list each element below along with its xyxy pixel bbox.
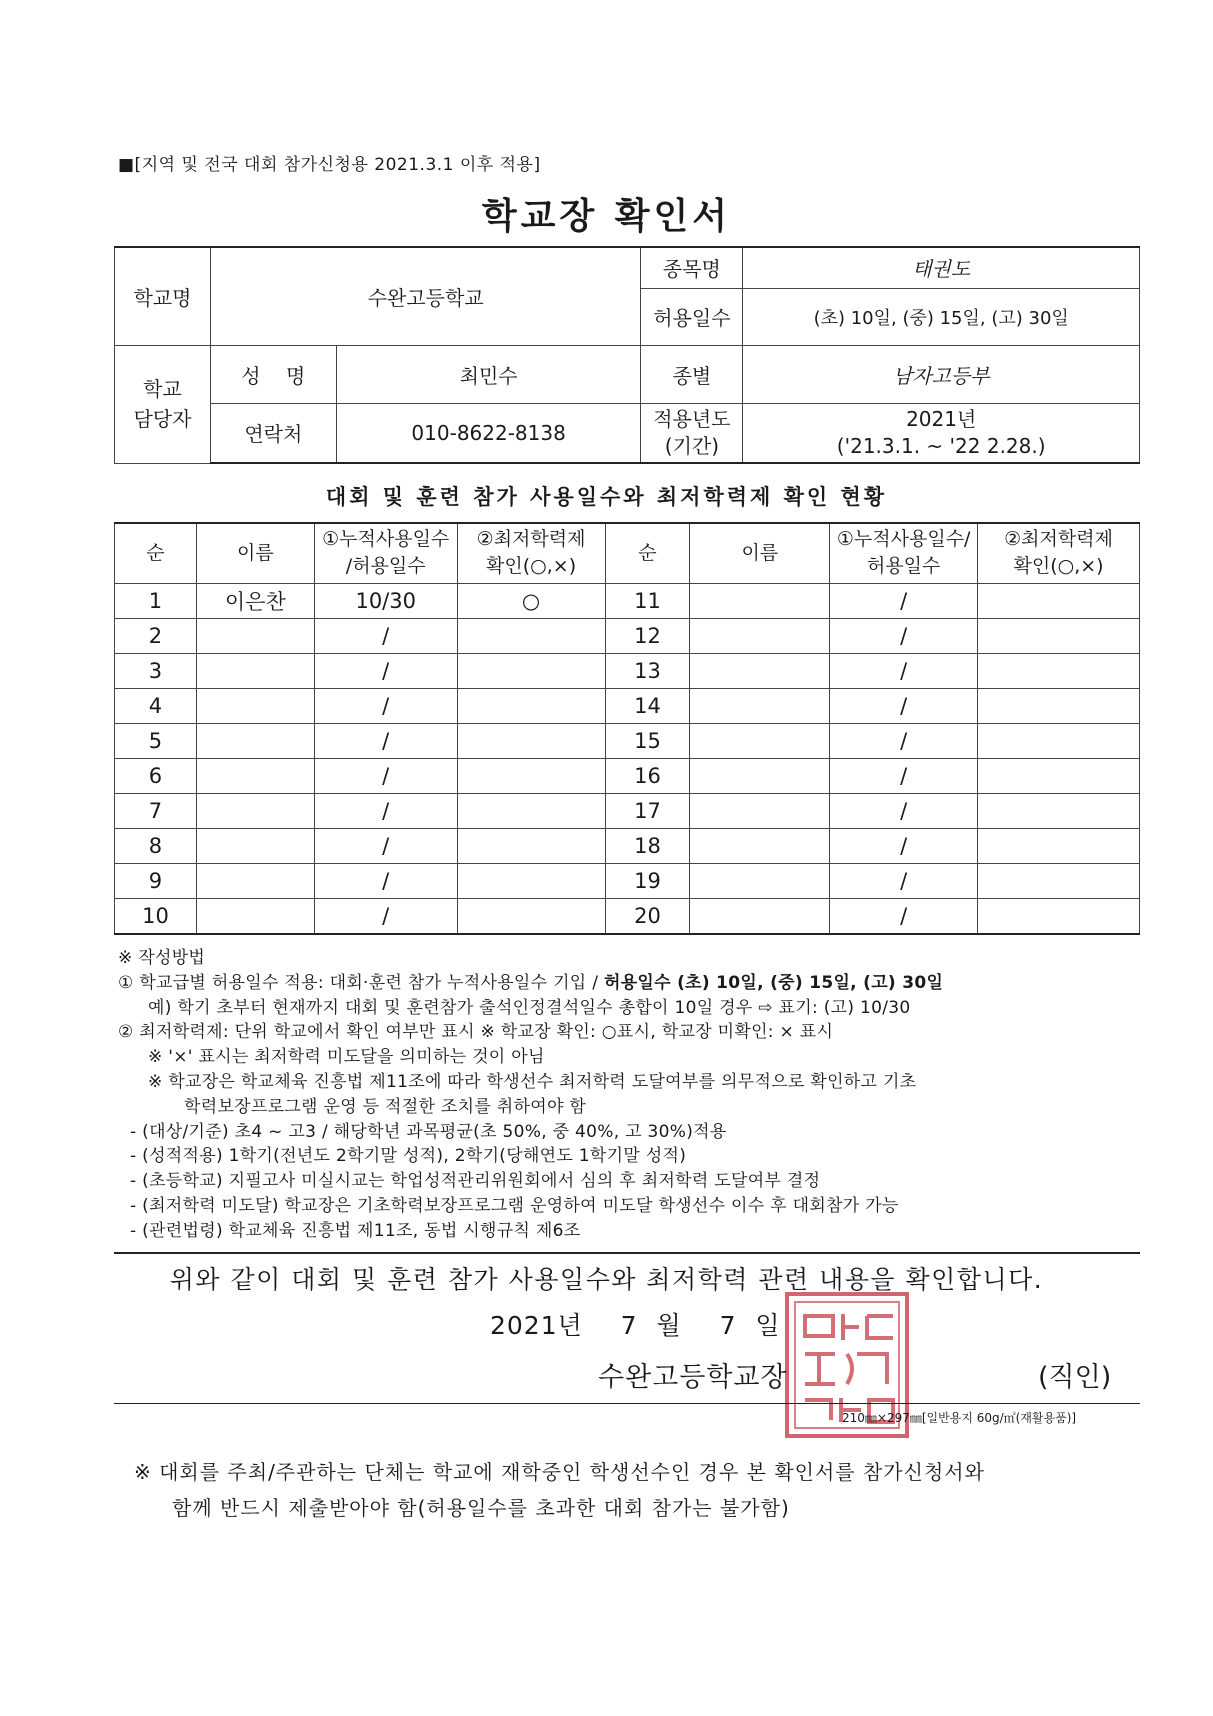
division-label: 종별 bbox=[641, 345, 743, 403]
manager-label-line2: 담당자 bbox=[133, 407, 192, 431]
row-check bbox=[457, 688, 605, 723]
row-no: 8 bbox=[115, 828, 197, 863]
row-check bbox=[457, 828, 605, 863]
instruction-1-bold: 허용일수 (초) 10일, (중) 15일, (고) 30일 bbox=[603, 972, 944, 993]
table-row bbox=[115, 758, 1140, 793]
row-name-right bbox=[690, 583, 830, 618]
row-no: 7 bbox=[115, 793, 197, 828]
usage-table-body bbox=[115, 583, 1140, 934]
header-no-right: 순 bbox=[605, 523, 690, 583]
row-days: / bbox=[314, 898, 457, 934]
row-days: / bbox=[314, 828, 457, 863]
header-check-line2: 확인(○,×) bbox=[486, 555, 577, 578]
header-note: ■[지역 및 전국 대회 참가신청용 2021.3.1 이후 적용] bbox=[118, 155, 541, 175]
header-name: 이름 bbox=[196, 523, 314, 583]
row-days-right: / bbox=[830, 863, 978, 898]
row-no: 9 bbox=[115, 863, 197, 898]
row-days: 10/30 bbox=[314, 583, 457, 618]
header-days-right bbox=[830, 523, 978, 583]
footer-note bbox=[134, 1454, 985, 1526]
header-days-line1: ①누적사용일수 bbox=[322, 528, 450, 551]
row-no: 5 bbox=[115, 723, 197, 758]
row-name-right bbox=[690, 793, 830, 828]
school-name-label: 학교명 bbox=[115, 247, 211, 345]
row-check bbox=[457, 898, 605, 934]
criteria-law: - (관련법령) 학교체육 진흥법 제11조, 동법 시행규칙 제6조 bbox=[130, 1220, 581, 1241]
year-value-line1: 2021년 bbox=[906, 406, 977, 431]
row-no-right: 18 bbox=[605, 828, 690, 863]
row-no: 10 bbox=[115, 898, 197, 934]
row-check-right bbox=[978, 653, 1140, 688]
row-check-right bbox=[978, 898, 1140, 934]
table-row bbox=[115, 898, 1140, 934]
row-name bbox=[196, 828, 314, 863]
row-check-right bbox=[978, 618, 1140, 653]
row-days-right: / bbox=[830, 793, 978, 828]
paper-spec: 210㎜×297㎜[일반용지 60g/㎡(재활용품)] bbox=[842, 1411, 1077, 1425]
row-check bbox=[457, 863, 605, 898]
header-check-right bbox=[978, 523, 1140, 583]
row-no-right: 16 bbox=[605, 758, 690, 793]
row-check bbox=[457, 723, 605, 758]
instruction-2: ② 최저학력제: 단위 학교에서 확인 여부만 표시 ※ 학교장 확인: ○표시, 학교장 미확인: × 표시 bbox=[118, 1022, 834, 1043]
row-no-right: 19 bbox=[605, 863, 690, 898]
allowed-days-value: (초) 10일, (중) 15일, (고) 30일 bbox=[743, 288, 1140, 345]
year-label-line1: 적용년도 bbox=[653, 406, 731, 431]
year-value bbox=[743, 403, 1140, 463]
row-no: 6 bbox=[115, 758, 197, 793]
header-days-line2: /허용일수 bbox=[345, 555, 426, 578]
instruction-example: 예) 학기 초부터 현재까지 대회 및 훈련참가 출석인정결석일수 총합이 10일 경우 ⇨ 표기: (고) 10/30 bbox=[148, 997, 911, 1018]
criteria-not-reached: - (최저학력 미도달) 학교장은 기초학력보장프로그램 운영하여 미도달 학생선수 이수 후 대회참가 가능 bbox=[130, 1195, 899, 1216]
footer-line-2: 함께 반드시 제출받아야 함(허용일수를 초과한 대회 참가는 불가함) bbox=[172, 1496, 790, 1520]
row-days: / bbox=[314, 653, 457, 688]
table-row bbox=[115, 828, 1140, 863]
table-row bbox=[115, 688, 1140, 723]
header-check-right-line2: 확인(○,×) bbox=[1013, 555, 1104, 578]
footer-line-1: ※ 대회를 주최/주관하는 단체는 학교에 재학중인 학생선수인 경우 본 확인서를 참가신청서와 bbox=[134, 1460, 985, 1484]
instruction-note-1: ※ '×' 표시는 최저학력 미도달을 의미하는 것이 아님 bbox=[148, 1047, 545, 1068]
table-row bbox=[115, 618, 1140, 653]
manager-label bbox=[115, 345, 211, 463]
row-name bbox=[196, 618, 314, 653]
seal-note: (직인) bbox=[1038, 1362, 1112, 1393]
row-days-right: / bbox=[830, 653, 978, 688]
row-name-right bbox=[690, 618, 830, 653]
table-row bbox=[115, 863, 1140, 898]
row-name bbox=[196, 898, 314, 934]
row-name-right bbox=[690, 653, 830, 688]
year-value-line2: ('21.3.1. ~ '22 2.28.) bbox=[836, 433, 1046, 458]
row-days: / bbox=[314, 688, 457, 723]
row-days-right: / bbox=[830, 828, 978, 863]
row-name-right bbox=[690, 898, 830, 934]
criteria-grades: - (성적적용) 1학기(전년도 2학기말 성적), 2학기(당해연도 1학기말 성적) bbox=[130, 1146, 687, 1167]
instruction-1 bbox=[118, 971, 1148, 996]
year-label bbox=[641, 403, 743, 463]
contact-label: 연락처 bbox=[210, 403, 336, 463]
row-no-right: 14 bbox=[605, 688, 690, 723]
row-days-right: / bbox=[830, 723, 978, 758]
row-name-right bbox=[690, 688, 830, 723]
year-label-line2: (기간) bbox=[664, 433, 720, 458]
sport-label: 종목명 bbox=[641, 247, 743, 288]
instruction-note-2: ※ 학교장은 학교체육 진흥법 제11조에 따라 학생선수 최저학력 도달여부를 의무적으로 확인하고 기초 bbox=[148, 1071, 917, 1092]
sport-value: 태권도 bbox=[743, 247, 1140, 288]
header-no: 순 bbox=[115, 523, 197, 583]
manager-label-line1: 학교 bbox=[143, 377, 182, 401]
issue-date: 2021년 7 월 7 일 bbox=[490, 1311, 781, 1340]
row-check-right bbox=[978, 758, 1140, 793]
row-no-right: 20 bbox=[605, 898, 690, 934]
row-check-right bbox=[978, 863, 1140, 898]
confirmation-text: 위와 같이 대회 및 훈련 참가 사용일수와 최저학력 관련 내용을 확인합니다. bbox=[169, 1265, 1044, 1294]
row-name bbox=[196, 863, 314, 898]
row-check-right bbox=[978, 723, 1140, 758]
row-check bbox=[457, 618, 605, 653]
row-check bbox=[457, 758, 605, 793]
division-value: 남자고등부 bbox=[743, 345, 1140, 403]
instruction-1-text: ① 학교급별 허용일수 적용: 대회·훈련 참가 누적사용일수 기입 / bbox=[118, 972, 604, 993]
bottom-rule bbox=[114, 1403, 1140, 1404]
row-check-right bbox=[978, 583, 1140, 618]
usage-table bbox=[114, 522, 1140, 935]
row-check-right bbox=[978, 688, 1140, 723]
row-no-right: 11 bbox=[605, 583, 690, 618]
row-name bbox=[196, 653, 314, 688]
row-days-right: / bbox=[830, 688, 978, 723]
table-row bbox=[115, 723, 1140, 758]
header-days-right-line1: ①누적사용일수/ bbox=[836, 528, 971, 551]
row-check: ○ bbox=[457, 583, 605, 618]
row-days: / bbox=[314, 863, 457, 898]
row-no-right: 15 bbox=[605, 723, 690, 758]
row-check-right bbox=[978, 793, 1140, 828]
row-name bbox=[196, 793, 314, 828]
row-no: 4 bbox=[115, 688, 197, 723]
row-days-right: / bbox=[830, 898, 978, 934]
row-days: / bbox=[314, 793, 457, 828]
header-check bbox=[457, 523, 605, 583]
school-name: 수완고등학교 bbox=[210, 247, 641, 345]
row-name bbox=[196, 723, 314, 758]
instruction-note-2-cont: 학력보장프로그램 운영 등 적절한 조치를 취하여야 함 bbox=[184, 1096, 587, 1117]
section-title: 대회 및 훈련 참가 사용일수와 최저학력제 확인 현황 bbox=[325, 485, 888, 509]
row-name-right bbox=[690, 828, 830, 863]
criteria-target: - (대상/기준) 초4 ~ 고3 / 해당학년 과목평균(초 50%, 중 40%, 고 30%)적용 bbox=[130, 1121, 727, 1142]
row-check-right bbox=[978, 828, 1140, 863]
row-name-right bbox=[690, 758, 830, 793]
row-days-right: / bbox=[830, 618, 978, 653]
header-days-right-line2: 허용일수 bbox=[866, 555, 941, 578]
row-days: / bbox=[314, 618, 457, 653]
table-row bbox=[115, 583, 1140, 618]
contact-value: 010-8622-8138 bbox=[336, 403, 641, 463]
row-no: 3 bbox=[115, 653, 197, 688]
info-table bbox=[114, 246, 1140, 464]
row-name bbox=[196, 688, 314, 723]
row-name: 이은찬 bbox=[196, 583, 314, 618]
row-name bbox=[196, 758, 314, 793]
row-check bbox=[457, 653, 605, 688]
name-label: 성 명 bbox=[210, 345, 336, 403]
row-no-right: 12 bbox=[605, 618, 690, 653]
instructions-heading: ※ 작성방법 bbox=[118, 948, 206, 968]
row-days: / bbox=[314, 723, 457, 758]
header-check-line1: ②최저학력제 bbox=[476, 528, 586, 551]
instructions bbox=[118, 946, 1148, 1244]
table-row bbox=[115, 653, 1140, 688]
header-name-right: 이름 bbox=[690, 523, 830, 583]
row-no: 2 bbox=[115, 618, 197, 653]
row-name-right bbox=[690, 863, 830, 898]
row-no: 1 bbox=[115, 583, 197, 618]
header-check-right-line1: ②최저학력제 bbox=[1004, 528, 1113, 551]
row-days-right: / bbox=[830, 758, 978, 793]
row-days: / bbox=[314, 758, 457, 793]
principal-title: 수완고등학교장 bbox=[598, 1362, 788, 1393]
row-no-right: 13 bbox=[605, 653, 690, 688]
document-title: 학교장 확인서 bbox=[481, 196, 732, 237]
manager-name: 최민수 bbox=[336, 345, 641, 403]
criteria-elementary: - (초등학교) 지필고사 미실시교는 학업성적관리위원회에서 심의 후 최저학력 도달여부 결정 bbox=[130, 1171, 821, 1192]
divider-line bbox=[114, 1252, 1140, 1254]
row-days-right: / bbox=[830, 583, 978, 618]
table-row bbox=[115, 793, 1140, 828]
header-days bbox=[314, 523, 457, 583]
row-name-right bbox=[690, 723, 830, 758]
row-no-right: 17 bbox=[605, 793, 690, 828]
allowed-days-label: 허용일수 bbox=[641, 288, 743, 345]
row-check bbox=[457, 793, 605, 828]
